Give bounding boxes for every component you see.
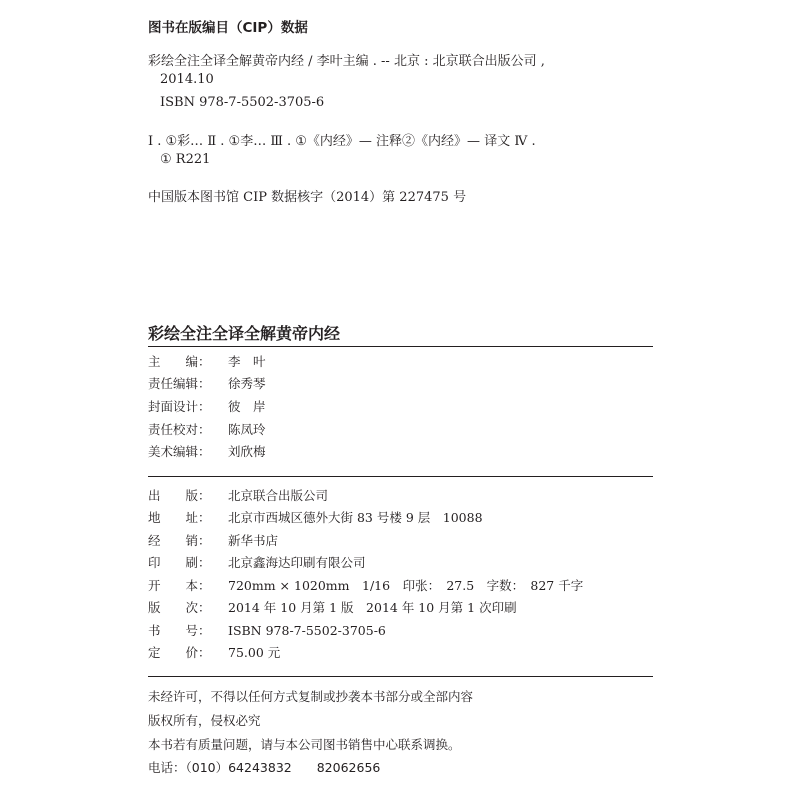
publication-value: 北京联合出版公司 xyxy=(228,488,329,503)
credit-label: 封面设计： xyxy=(148,399,211,414)
credit-row xyxy=(148,420,266,438)
publication-label: 开 本： xyxy=(148,578,211,593)
publication-value: 北京鑫海达印刷有限公司 xyxy=(228,555,366,570)
publication-label: 定 价： xyxy=(148,645,211,660)
cip-heading: 图书在版编目（CIP）数据 xyxy=(148,20,308,36)
publication-row xyxy=(148,643,280,661)
publication-label: 书 号： xyxy=(148,623,211,638)
copy-restriction-notice: 未经许可，不得以任何方式复制或抄袭本书部分或全部内容 xyxy=(148,689,474,704)
rights-reserved-notice: 版权所有，侵权必究 xyxy=(148,713,261,728)
publication-value: 北京市西城区德外大街 83 号楼 9 层 10088 xyxy=(228,510,483,525)
publication-row xyxy=(148,576,583,594)
credit-label: 责任校对： xyxy=(148,422,211,437)
publication-label: 经 销： xyxy=(148,533,211,548)
publication-divider xyxy=(148,676,653,677)
cip-catalog-line-1: 彩绘全注全译全解黄帝内经 / 李叶主编 . -- 北京 : 北京联合出版公司 , xyxy=(148,54,545,69)
publication-row xyxy=(148,621,386,639)
publication-value: 75.00 元 xyxy=(228,645,281,660)
credit-value: 徐秀琴 xyxy=(228,376,266,391)
cip-verification-number: 中国版本图书馆 CIP 数据核字（2014）第 227475 号 xyxy=(148,190,467,205)
credit-label: 主 编： xyxy=(148,354,211,369)
credit-label: 责任编辑： xyxy=(148,376,211,391)
phone-numbers: 电话：（010）64243832 82062656 xyxy=(148,760,381,775)
cip-isbn: ISBN 978-7-5502-3705-6 xyxy=(160,95,325,110)
publication-label: 印 刷： xyxy=(148,555,211,570)
publication-value: 2014 年 10 月第 1 版 2014 年 10 月第 1 次印刷 xyxy=(228,600,517,615)
credit-label: 美术编辑： xyxy=(148,444,211,459)
credit-row xyxy=(148,442,266,460)
credit-value: 刘欣梅 xyxy=(228,444,266,459)
quality-notice: 本书若有质量问题，请与本公司图书销售中心联系调换。 xyxy=(148,737,461,752)
credit-value: 李 叶 xyxy=(228,354,266,369)
publication-value: 720mm × 1020mm 1/16 印张： 27.5 字数： 827 千字 xyxy=(228,578,584,593)
credits-divider xyxy=(148,476,653,477)
credit-row xyxy=(148,397,266,415)
credit-value: 陈凤玲 xyxy=(228,422,266,437)
publication-label: 出 版： xyxy=(148,488,211,503)
credit-row xyxy=(148,374,266,392)
publication-row xyxy=(148,598,517,616)
title-divider xyxy=(148,346,653,347)
publication-row xyxy=(148,508,483,526)
publication-value: 新华书店 xyxy=(228,533,279,548)
publication-row xyxy=(148,531,278,549)
cip-subject-line-1: Ⅰ . ①彩… Ⅱ . ①李… Ⅲ . ①《内经》— 注释②《内经》— 译文 Ⅳ . xyxy=(148,134,536,149)
publication-value: ISBN 978-7-5502-3705-6 xyxy=(228,623,386,638)
publication-label: 版 次： xyxy=(148,600,211,615)
publication-row xyxy=(148,553,366,571)
cip-subject-line-2: ① R221 xyxy=(160,152,211,167)
book-title: 彩绘全注全译全解黄帝内经 xyxy=(148,324,341,343)
cip-catalog-line-2: 2014.10 xyxy=(160,72,214,87)
publication-label: 地 址： xyxy=(148,510,211,525)
credit-row xyxy=(148,352,266,370)
publication-row xyxy=(148,486,328,504)
credit-value: 彼 岸 xyxy=(228,399,266,414)
